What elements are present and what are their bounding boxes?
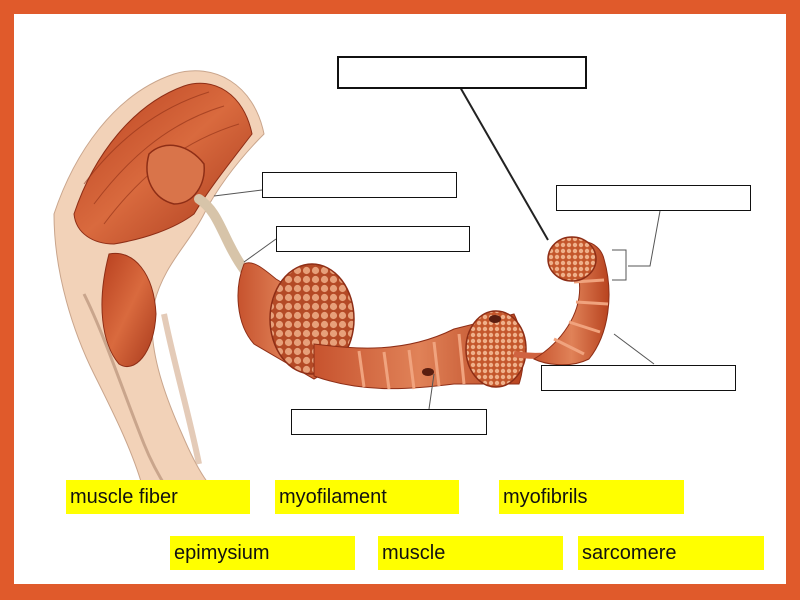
leader-line-bundle	[244, 239, 276, 262]
leader-line-lower-right	[614, 334, 654, 364]
word-chip-myofilament[interactable]: myofilament	[275, 480, 459, 514]
word-chip-muscle-fiber[interactable]: muscle fiber	[66, 480, 250, 514]
word-chip-sarcomere[interactable]: sarcomere	[578, 536, 764, 570]
label-box-right[interactable]	[556, 185, 751, 211]
word-chip-myofibrils[interactable]: myofibrils	[499, 480, 684, 514]
label-box-bundle[interactable]	[276, 226, 470, 252]
leader-line-knee	[214, 190, 262, 196]
leader-line-top	[460, 87, 548, 240]
label-box-top[interactable]	[337, 56, 587, 89]
word-chip-epimysium[interactable]: epimysium	[170, 536, 355, 570]
label-box-lower-right[interactable]	[541, 365, 736, 391]
sarcomere-bracket	[612, 250, 626, 280]
myofibril-cross-section	[548, 237, 596, 281]
slide	[14, 14, 786, 584]
label-box-knee[interactable]	[262, 172, 457, 198]
leader-line-right	[628, 211, 660, 266]
word-chip-muscle[interactable]: muscle	[378, 536, 563, 570]
label-box-bottom[interactable]	[291, 409, 487, 435]
